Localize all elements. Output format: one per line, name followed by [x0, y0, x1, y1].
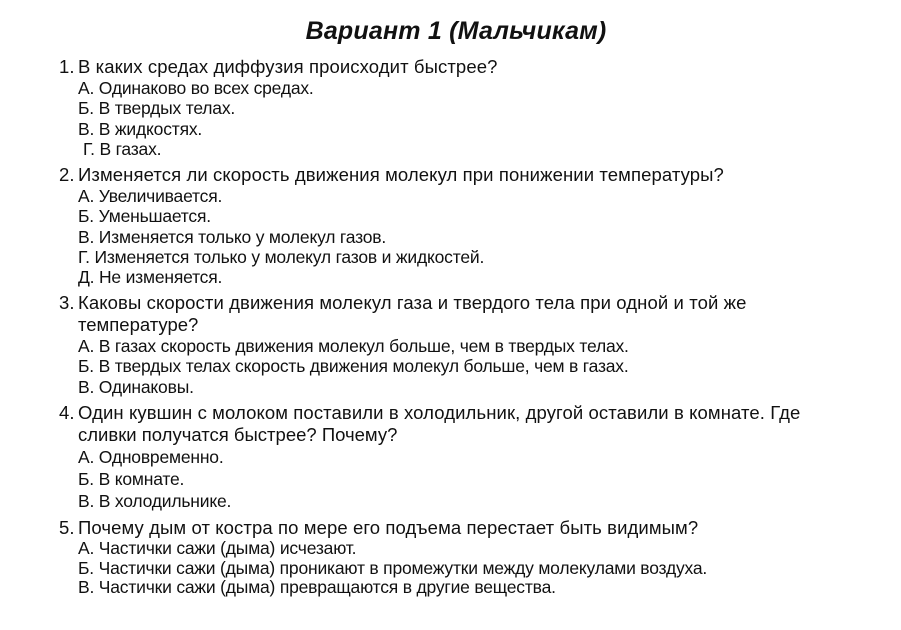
answer-option: Б. В комнате. [78, 469, 185, 489]
question-number: 2. [59, 164, 75, 185]
question-label: В каких средах диффузия происходит быстрее? [78, 56, 498, 77]
answer-option: В. Частички сажи (дыма) превращаются в другие вещества. [78, 577, 556, 597]
question-text [59, 164, 889, 186]
answer-option: В. Одинаковы. [78, 376, 194, 397]
question-number: 1. [59, 56, 75, 77]
question-text [59, 292, 889, 314]
question-text-continuation: сливки получатся быстрее? Почему? [78, 424, 398, 445]
question-label: Один кувшин с молоком поставили в холодильник, другой оставили в комнате. Где [78, 402, 801, 423]
answer-option: Б. В твердых телах. [78, 98, 236, 119]
answer-option: В. В жидкостях. [78, 118, 203, 139]
question-3 [59, 292, 889, 397]
question-4 [59, 402, 889, 512]
question-5 [59, 517, 889, 598]
answer-option: Д. Не изменяется. [78, 267, 223, 288]
answer-option: В. В холодильнике. [78, 491, 232, 511]
question-text [59, 517, 889, 539]
answer-option: Г. В газах. [83, 138, 162, 159]
answer-option: Б. Уменьшается. [78, 206, 211, 227]
question-number: 4. [59, 402, 75, 423]
question-text [59, 56, 889, 78]
question-text [59, 402, 889, 424]
answer-option: А. Одинаково во всех средах. [78, 78, 314, 98]
page-title: Вариант 1 (Мальчикам) [305, 17, 607, 45]
question-label: Почему дым от костра по мере его подъема перестает быть видимым? [78, 517, 699, 538]
answer-option: Г. Изменяется только у молекул газов и жидкостей. [78, 246, 485, 267]
answer-option: А. Частички сажи (дыма) исчезают. [78, 538, 357, 558]
answer-option: Б. В твердых телах скорость движения молекул больше, чем в газах. [78, 356, 629, 377]
question-label: Изменяется ли скорость движения молекул при понижении температуры? [78, 164, 724, 185]
question-2 [59, 164, 889, 287]
question-number: 5. [59, 517, 75, 538]
answer-option: А. Увеличивается. [78, 186, 223, 206]
question-number: 3. [59, 292, 75, 313]
question-1 [59, 56, 889, 159]
answer-option: А. В газах скорость движения молекул больше, чем в твердых телах. [78, 336, 629, 356]
answer-option: В. Изменяется только у молекул газов. [78, 226, 386, 247]
question-text-continuation: температуре? [78, 314, 199, 335]
answer-option: Б. Частички сажи (дыма) проникают в промежутки между молекулами воздуха. [78, 557, 708, 578]
answer-option: А. Одновременно. [78, 447, 224, 467]
question-label: Каковы скорости движения молекул газа и твердого тела при одной и той же [78, 292, 747, 313]
